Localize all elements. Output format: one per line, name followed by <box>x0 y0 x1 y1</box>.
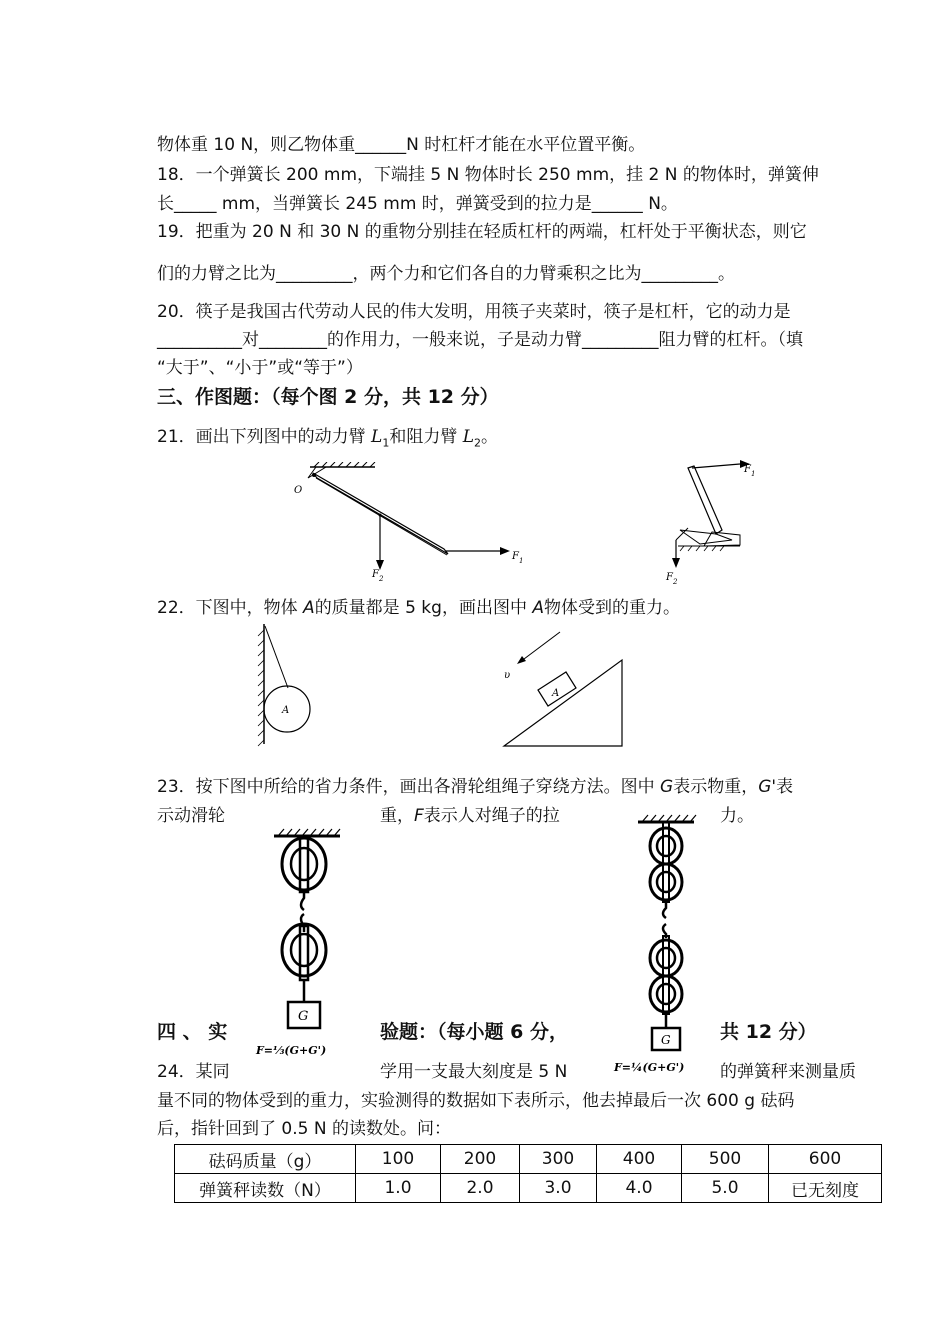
ball-a-label: A <box>282 705 290 716</box>
table-cell: 5.0 <box>682 1174 769 1203</box>
lever2-f1-sub: 1 <box>751 470 756 478</box>
question-24-part-c: 的弹簧秤来测量质 <box>720 1062 856 1082</box>
q23-g2-symbol: G' <box>758 777 777 797</box>
lever1-f2-label: F <box>372 569 379 580</box>
lever1-f2-sub: 2 <box>379 575 384 583</box>
question-19-line-2: 们的力臂之比为_________，两个力和它们各自的力臂乘积之比为_________。 <box>157 264 735 284</box>
pulley2-g-label: G <box>661 1033 671 1047</box>
pulley-system-1 <box>254 826 359 1066</box>
table-cell: 4.0 <box>597 1174 682 1203</box>
hanging-ball-diagram <box>252 622 322 747</box>
question-20-line-1: 20．筷子是我国古代劳动人民的伟大发明，用筷子夹菜时，筷子是杠杆，它的动力是 <box>157 302 791 322</box>
q23-text-d2 <box>380 804 560 828</box>
question-24-line-2: 量不同的物体受到的重力，实验测得的数据如下表所示，他去掉最后一次 600 g 砝码 <box>157 1091 795 1111</box>
q23-text-b: 表示物重， <box>673 777 759 797</box>
table-cell: 600 <box>769 1145 882 1174</box>
table-cell: 400 <box>597 1145 682 1174</box>
question-20-line-2: __________对________的作用力，一般来说，子是动力臂_________阻力臂的杠杆。（填 <box>157 330 803 350</box>
lever1-f1-label: F <box>512 551 519 562</box>
q22-a-symbol-1: A <box>303 598 315 618</box>
section-4-heading-part-3: 共 12 分） <box>720 1021 817 1043</box>
q21-l1-subscript: 1 <box>382 436 390 450</box>
q21-text: 21．画出下列图中的动力臂 <box>157 427 372 447</box>
question-24-line-3: 后，指针回到了 0.5 N 的读数处。问： <box>157 1119 451 1139</box>
q22-text-c: 物体受到的重力。 <box>544 598 680 618</box>
q21-l1-symbol: L <box>371 427 383 447</box>
lever2-f2-label: F <box>666 572 673 583</box>
lever-diagram-1 <box>280 462 530 587</box>
table-cell: 2.0 <box>441 1174 520 1203</box>
text-line-continuation: 物体重 10 N，则乙物体重______N 时杠杆才能在水平位置平衡。 <box>157 135 646 155</box>
q21-text-end: 。 <box>481 427 499 447</box>
pulley1-g-label: G <box>298 1009 309 1024</box>
lever2-f1-label: F <box>744 464 751 475</box>
question-18-line-2: 长_____ mm，当弹簧长 245 mm 时，弹簧受到的拉力是______ N。 <box>157 194 678 214</box>
section-4-heading-part-2: 验题：（每小题 6 分， <box>380 1021 568 1043</box>
q22-a-symbol-2: A <box>532 598 544 618</box>
q23-text-c: 表 <box>776 777 794 797</box>
question-23-line-1 <box>157 775 793 799</box>
spring-scale-data-table <box>174 1144 882 1203</box>
incline-v-label: υ <box>504 670 511 681</box>
table-row <box>175 1174 882 1203</box>
q23-text-d2-inner: 重， <box>380 806 414 826</box>
lever1-o-label: O <box>294 485 303 496</box>
table-cell: 100 <box>356 1145 441 1174</box>
pulley-system-2 <box>612 808 722 1073</box>
q21-l2-subscript: 2 <box>474 436 482 450</box>
q22-text-a: 22．下图中，物体 <box>157 598 304 618</box>
table-row-label: 弹簧秤读数（N） <box>175 1174 356 1203</box>
incline-diagram <box>500 628 630 750</box>
table-cell: 1.0 <box>356 1174 441 1203</box>
incline-a-label: A <box>552 688 560 699</box>
question-24-part-b: 学用一支最大刻度是 5 N <box>380 1062 568 1082</box>
section-3-heading: 三、作图题：（每个图 2 分，共 12 分） <box>157 386 499 408</box>
table-cell: 300 <box>520 1145 597 1174</box>
section-4-heading-part-1: 四 、 实 <box>157 1021 228 1043</box>
pulley2-formula: F=¼(G+G') <box>614 1061 685 1073</box>
pulley1-formula: F=⅓(G+G') <box>256 1044 327 1057</box>
table-cell: 已无刻度 <box>769 1174 882 1203</box>
q21-l2-symbol: L <box>462 427 475 447</box>
table-cell: 500 <box>682 1145 769 1174</box>
lever1-f1-sub: 1 <box>519 557 524 565</box>
q23-g-symbol: G <box>660 777 674 797</box>
question-20-line-3: “大于”、“小于”或“等于”） <box>157 358 363 378</box>
q23-text-d3: 表示人对绳子的拉 <box>423 806 560 826</box>
question-19-line-1: 19．把重为 20 N 和 30 N 的重物分别挂在轻质杠杆的两端，杠杆处于平衡状态，则它 <box>157 222 807 242</box>
table-row <box>175 1145 882 1174</box>
table-row-label: 砝码质量（g） <box>175 1145 356 1174</box>
q23-f-symbol: F <box>414 806 424 826</box>
question-22 <box>157 596 680 620</box>
lever-diagram-2 <box>660 458 770 588</box>
question-21 <box>157 425 498 455</box>
question-24-part-a: 24．某同 <box>157 1062 230 1082</box>
q23-text-d4: 力。 <box>720 806 754 826</box>
table-cell: 3.0 <box>520 1174 597 1203</box>
q21-text-mid: 和阻力臂 <box>389 427 463 447</box>
question-18-line-1: 18．一个弹簧长 200 mm，下端挂 5 N 物体时长 250 mm，挂 2 N 的物体时，弹簧伸 <box>157 165 819 185</box>
q22-text-b: 的质量都是 5 kg，画出图中 <box>314 598 533 618</box>
table-cell: 200 <box>441 1145 520 1174</box>
lever2-f2-sub: 2 <box>673 578 678 586</box>
q23-text-a: 23．按下图中所给的省力条件，画出各滑轮组绳子穿绕方法。图中 <box>157 777 661 797</box>
q23-text-d1: 示动滑轮 <box>157 806 225 826</box>
